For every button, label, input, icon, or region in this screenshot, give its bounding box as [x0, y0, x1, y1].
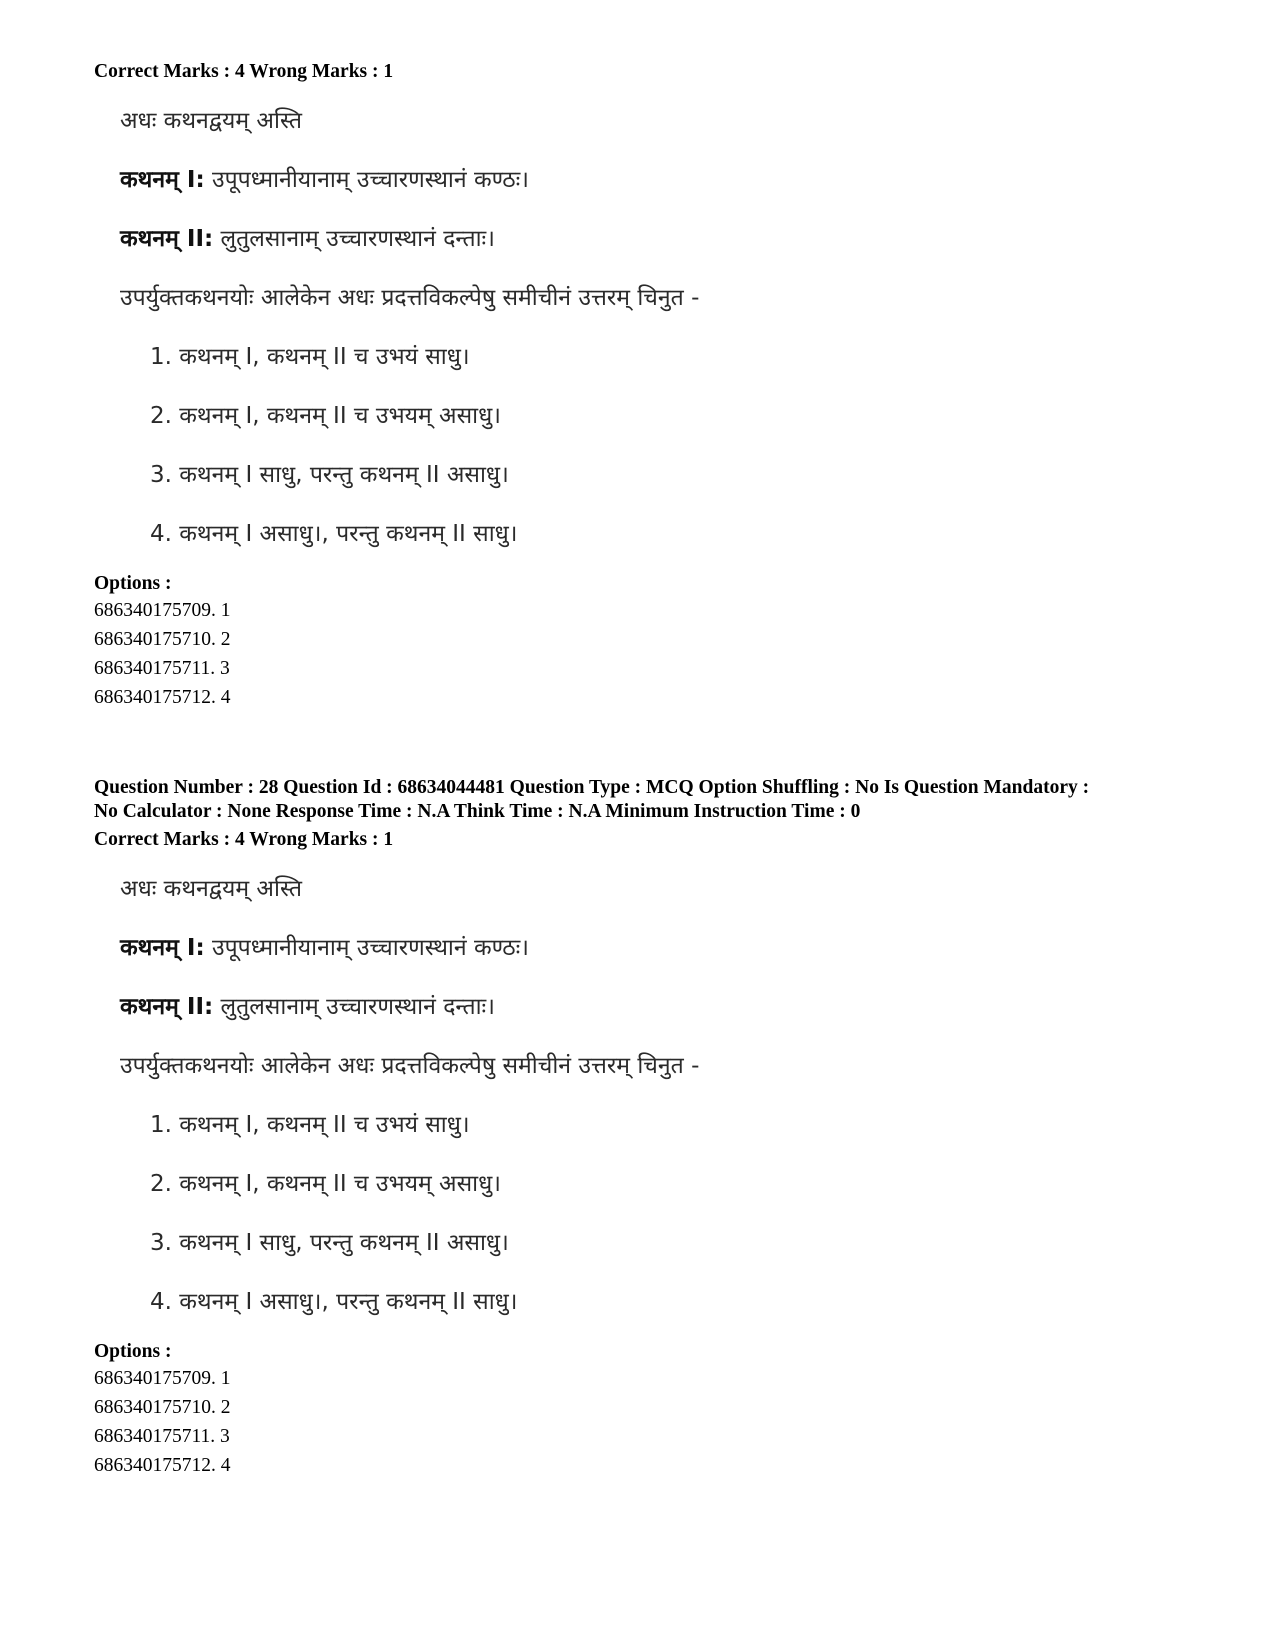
option-row: 686340175711. 3 [94, 1426, 230, 1447]
choice-3: 3. कथनम् I साधु, परन्तु कथनम् II असाधु। [150, 1230, 509, 1256]
statement-1-label: कथनम् I: [120, 935, 205, 961]
statement-2-text: लुतुलसानाम् उच्चारणस्थानं दन्ताः। [213, 994, 495, 1020]
statement-1 [120, 151, 1204, 210]
choice-2: 2. कथनम् I, कथनम् II च उभयम् असाधु। [150, 1171, 501, 1197]
choice-4: 4. कथनम् I असाधु।, परन्तु कथनम् II साधु। [150, 521, 518, 547]
statement-2 [120, 978, 1204, 1037]
statement-2 [120, 210, 1204, 269]
choice-4: 4. कथनम् I असाधु।, परन्तु कथनम् II साधु। [150, 1289, 518, 1315]
question-image [120, 860, 1204, 1332]
option-row: 686340175712. 4 [94, 687, 231, 708]
options-title: Options : [94, 573, 172, 594]
statement-2-label: कथनम् II: [120, 994, 214, 1020]
question-block-28 [94, 776, 1204, 1480]
option-row: 686340175710. 2 [94, 629, 231, 650]
choice-3: 3. कथनम् I साधु, परन्तु कथनम् II असाधु। [150, 462, 509, 488]
choice-2: 2. कथनम् I, कथनम् II च उभयम् असाधु। [150, 403, 501, 429]
choice-1: 1. कथनम् I, कथनम् II च उभयं साधु। [150, 344, 470, 370]
question-meta-line-2: No Calculator : None Response Time : N.A Think Time : N.A Minimum Instruction Time : 0 [94, 801, 861, 822]
statement-1-text: उपूपध्मानीयानाम् उच्चारणस्थानं कण्ठः। [204, 935, 530, 961]
question-image [120, 92, 1204, 564]
statement-1-text: उपूपध्मानीयानाम् उच्चारणस्थानं कण्ठः। [204, 167, 530, 193]
marks-line: Correct Marks : 4 Wrong Marks : 1 [94, 61, 394, 82]
question-block-1 [94, 60, 1204, 712]
option-row: 686340175709. 1 [94, 1368, 231, 1389]
question-prompt: उपर्युक्तकथनयोः आलेकेन अधः प्रदत्तविकल्पेषु समीचीनं उत्तरम् चिनुत - [120, 285, 700, 311]
question-prompt: उपर्युक्तकथनयोः आलेकेन अधः प्रदत्तविकल्पेषु समीचीनं उत्तरम् चिनुत - [120, 1053, 700, 1079]
option-row: 686340175711. 3 [94, 658, 230, 679]
question-intro: अधः कथनद्वयम् अस्ति [120, 876, 303, 902]
question-meta-line-1: Question Number : 28 Question Id : 68634044481 Question Type : MCQ Option Shuffling : No Is Question Mandatory : [94, 777, 1090, 798]
marks-line: Correct Marks : 4 Wrong Marks : 1 [94, 829, 394, 850]
choice-1: 1. कथनम् I, कथनम् II च उभयं साधु। [150, 1112, 470, 1138]
statement-2-label: कथनम् II: [120, 226, 214, 252]
statement-1 [120, 919, 1204, 978]
options-title: Options : [94, 1341, 172, 1362]
option-row: 686340175710. 2 [94, 1397, 231, 1418]
statement-1-label: कथनम् I: [120, 167, 205, 193]
option-row: 686340175709. 1 [94, 600, 231, 621]
statement-2-text: लुतुलसानाम् उच्चारणस्थानं दन्ताः। [213, 226, 495, 252]
option-row: 686340175712. 4 [94, 1455, 231, 1476]
question-intro: अधः कथनद्वयम् अस्ति [120, 108, 303, 134]
